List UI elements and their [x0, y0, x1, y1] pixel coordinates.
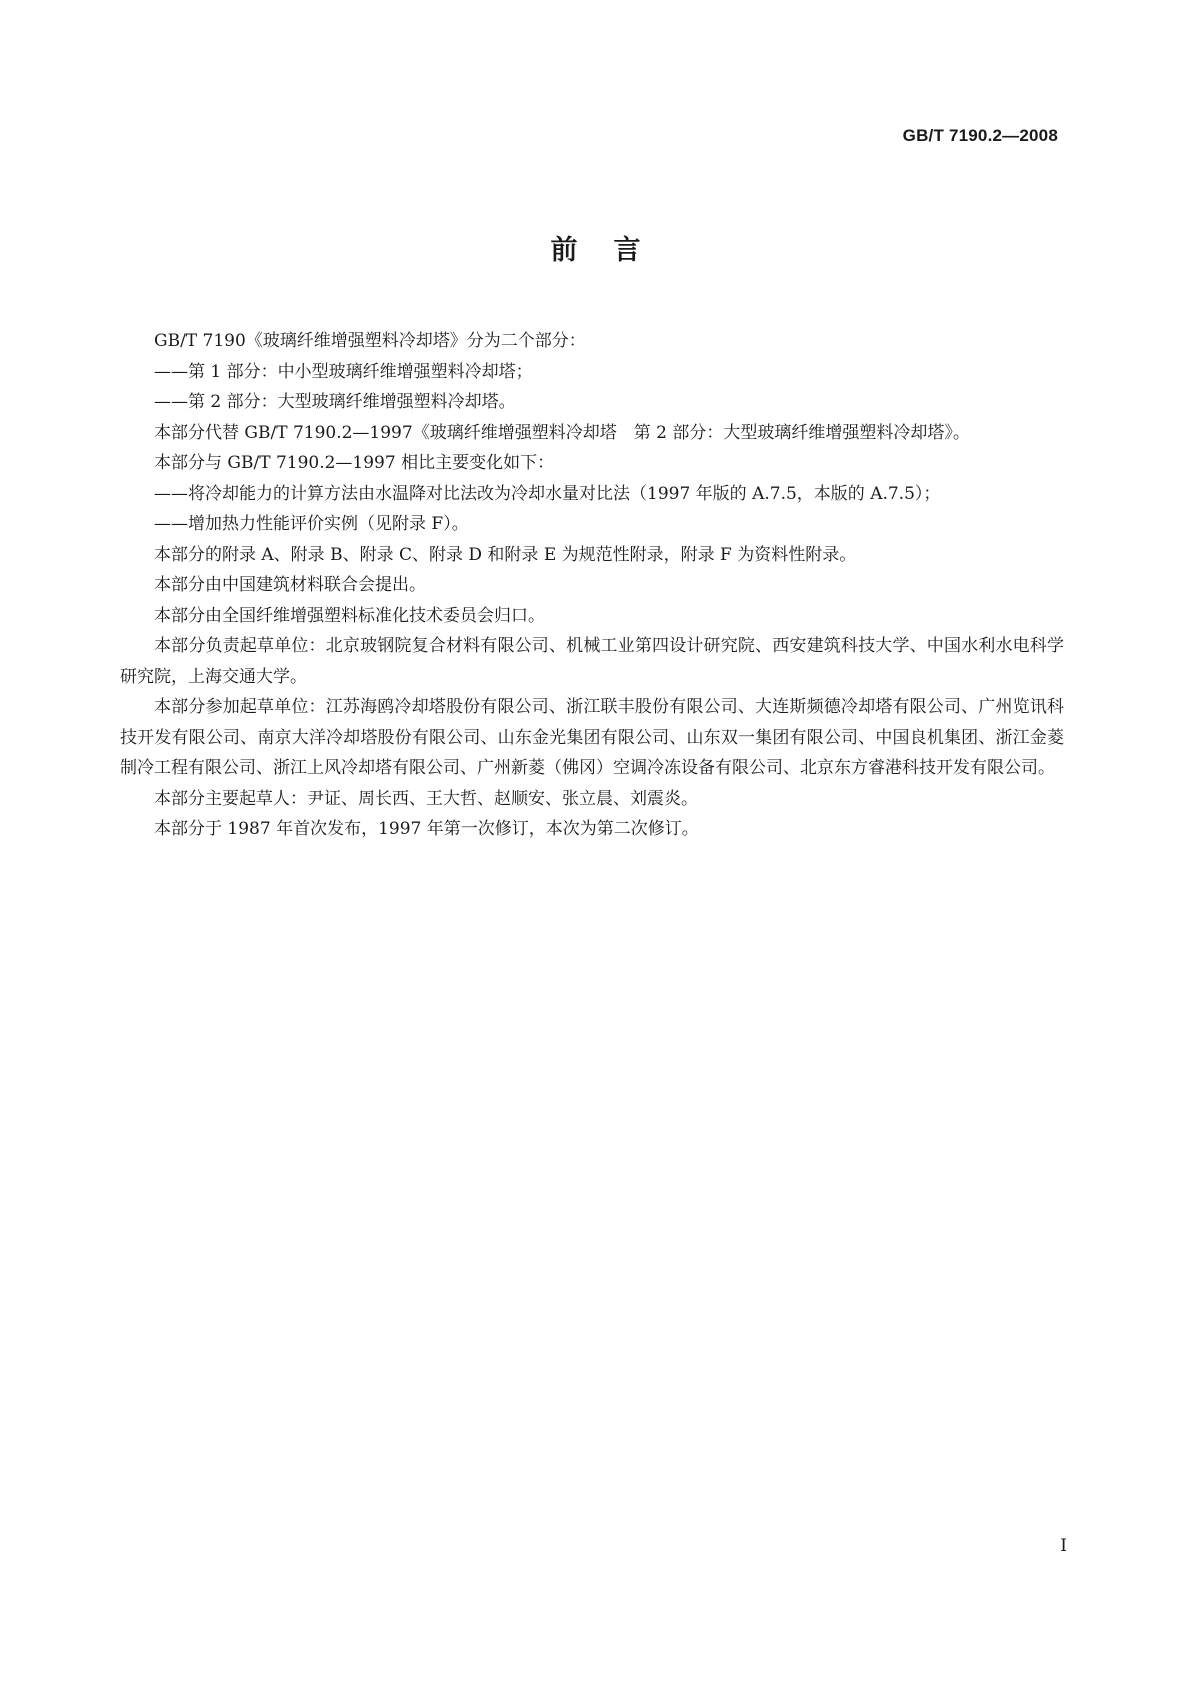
list-item-text: ——增加热力性能评价实例（见附录 F）。: [154, 514, 469, 534]
list-item-text: ——第 1 部分：中小型玻璃纤维增强塑料冷却塔；: [154, 361, 533, 382]
paragraph-parts-intro: GB/T 7190《玻璃纤维增强塑料冷却塔》分为二个部分：: [154, 331, 586, 351]
paragraph-administered-by: 本部分由全国纤维增强塑料标准化技术委员会归口。: [154, 605, 545, 626]
list-item-text: ——第 2 部分：大型玻璃纤维增强塑料冷却塔。: [154, 392, 516, 412]
paragraph-drafters: 本部分主要起草人：尹证、周长西、王大哲、赵顺安、张立晨、刘震炎。: [154, 788, 698, 809]
paragraph-annexes: 本部分的附录 A、附录 B、附录 C、附录 D 和附录 E 为规范性附录，附录 F 为资料性附录。: [154, 544, 857, 565]
list-item-part-2: [120, 387, 1064, 418]
paragraph-drafting-units: 本部分负责起草单位：北京玻钢院复合材料有限公司、机械工业第四设计研究院、西安建筑科技大学、中国水利水电科学研究院，上海交通大学。: [120, 636, 1064, 687]
foreword-body: [120, 326, 1064, 845]
list-item-change-1: [120, 479, 1064, 510]
paragraph-changes-intro: 本部分与 GB/T 7190.2—1997 相比主要变化如下：: [154, 453, 555, 473]
standard-code: GB/T 7190.2—2008: [902, 126, 1058, 145]
page-number: I: [1060, 1536, 1067, 1556]
paragraph-participating-units: 本部分参加起草单位：江苏海鸥冷却塔股份有限公司、浙江联丰股份有限公司、大连斯频德冷却塔有限公司、广州览讯科技开发有限公司、南京大洋冷却塔股份有限公司、山东金光集团有限公司、山东双一集团有限公司、中国良机集团、浙江金菱制冷工程有限公司、浙江上风冷却塔有限公司、广州新菱（佛冈）空调冷冻设备有限公司、北京东方睿港科技开发有限公司。: [120, 697, 1064, 778]
paragraph-proposed-by: 本部分由中国建筑材料联合会提出。: [154, 575, 426, 595]
page-title: 前言: [550, 235, 677, 266]
list-item-part-1: [120, 357, 1064, 388]
paragraph-history: 本部分于 1987 年首次发布，1997 年第一次修订，本次为第二次修订。: [154, 819, 699, 839]
paragraph-replaces: 本部分代替 GB/T 7190.2—1997《玻璃纤维增强塑料冷却塔 第 2 部分：大型玻璃纤维增强塑料冷却塔》。: [154, 422, 970, 443]
list-item-change-2: [120, 509, 1064, 540]
list-item-text: ——将冷却能力的计算方法由水温降对比法改为冷却水量对比法（1997 年版的 A.7.5，本版的 A.7.5）；: [154, 483, 941, 504]
